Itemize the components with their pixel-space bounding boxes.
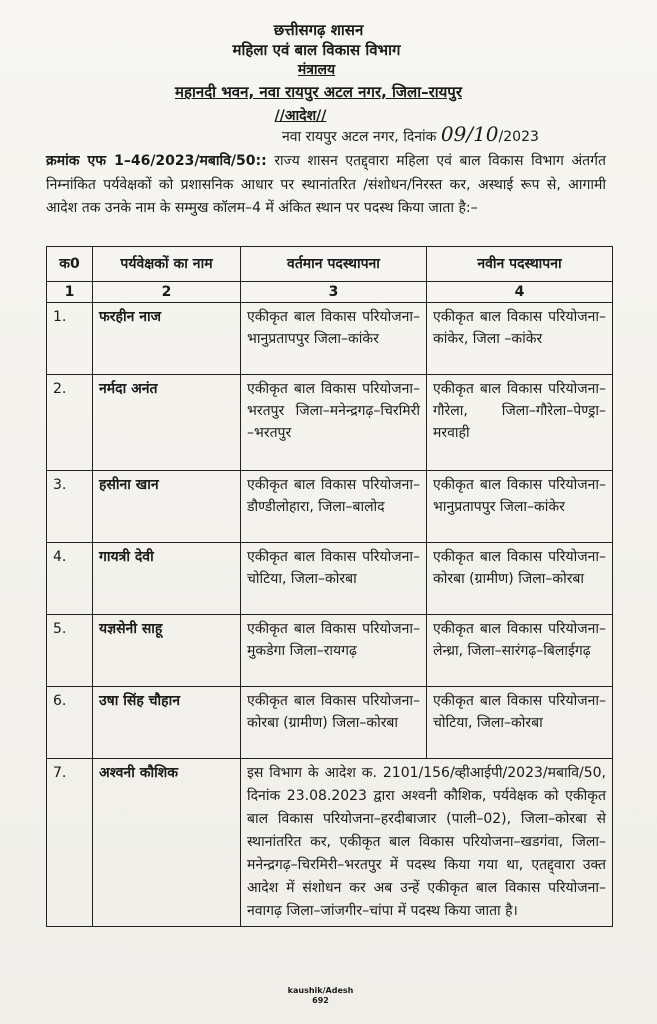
footer-page-number: 692	[312, 996, 329, 1005]
govt-name: छत्तीसगढ़ शासन	[273, 21, 364, 39]
order-paragraph	[46, 150, 606, 221]
new-posting: एकीकृत बाल विकास परियोजना–कांकेर, जिला –कांकेर	[427, 303, 613, 375]
new-posting: एकीकृत बाल विकास परियोजना–भानुप्रतापपुर जिला–कांकेर	[427, 471, 613, 543]
row-serial: 3.	[47, 471, 93, 543]
row-serial: 5.	[47, 615, 93, 687]
office-address: महानदी भवन, नवा रायपुर अटल नगर, जिला–रायपुर	[175, 83, 462, 101]
date-year: 2023	[503, 129, 539, 145]
footer-reference	[0, 986, 649, 1006]
col-number: 4	[427, 282, 613, 303]
row-serial: 2.	[47, 375, 93, 471]
dateline-place: नवा रायपुर अटल नगर, दिनांक	[282, 129, 437, 145]
supervisor-name: हसीना खान	[93, 471, 241, 543]
table-row	[47, 543, 613, 615]
table-row	[47, 471, 613, 543]
transfer-table	[46, 246, 613, 927]
footer-file-ref: kaushik/Adesh	[287, 986, 354, 995]
order-body: राज्य शासन एतद्द्वारा महिला एवं बाल विकास विभाग अंतर्गत निम्नांकित पर्यवेक्षकों को प्रशासनिक आधार पर स्थानांतरित /संशोधन/निरस्त कर, अस्थाई रूप से, आगामी आदेश तक उनके नाम के सम्मुख कॉलम–4 में अंकित स्थान पर पदस्थ किया जाता है:–	[46, 153, 606, 216]
col-header-name: पर्यवेक्षकों का नाम	[93, 247, 241, 282]
col-number: 1	[47, 282, 93, 303]
table-row	[47, 615, 613, 687]
date-day: 09	[440, 122, 467, 146]
table-row	[47, 303, 613, 375]
col-number: 3	[241, 282, 427, 303]
current-posting: एकीकृत बाल विकास परियोजना–भरतपुर जिला–मनेन्द्रगढ़–चिरमिरी –भरतपुर	[241, 375, 427, 471]
supervisor-name: उषा सिंह चौहान	[93, 687, 241, 759]
new-posting: एकीकृत बाल विकास परियोजना– चोटिया, जिला–कोरबा	[427, 687, 613, 759]
current-posting: एकीकृत बाल विकास परियोजना–चोटिया, जिला–कोरबा	[241, 543, 427, 615]
table-header-row	[47, 247, 613, 282]
supervisor-name: फरहीन नाज	[93, 303, 241, 375]
new-posting: एकीकृत बाल विकास परियोजना–लेन्ध्रा, जिला–सारंगढ़–बिलाईगढ़	[427, 615, 613, 687]
new-posting: एकीकृत बाल विकास परियोजना–गौरेला, जिला–गौरेला–पेण्ड्रा–मरवाही	[427, 375, 613, 471]
table-row	[47, 687, 613, 759]
supervisor-name: नर्मदा अनंत	[93, 375, 241, 471]
order-heading: //आदेश//	[274, 108, 327, 124]
supervisor-name: यज्ञसेनी साहू	[93, 615, 241, 687]
order-dateline: नवा रायपुर अटल नगर, दिनांक 09/10/2023	[282, 122, 539, 146]
current-posting: एकीकृत बाल विकास परियोजना–डौण्डीलोहारा, जिला–बालोद	[241, 471, 427, 543]
amendment-note: इस विभाग के आदेश क. 2101/156/व्हीआईपी/2023/मबावि/50, दिनांक 23.08.2023 द्वारा अश्वनी कौशिक, पर्यवेक्षक को एकीकृत बाल विकास परियोजना–हरदीबाजार (पाली–02), जिला–कोरबा से स्थानांतरित कर, एकीकृत बाल विकास परियोजना–खडगंवा, जिला–मनेन्द्रगढ़–चिरमिरी–भरतपुर में पदस्थ किया गया था, एतद्द्वारा उक्त आदेश में संशोधन कर अब उन्हें एकीकृत बाल विकास परियोजना–नवागढ़ जिला–जांजगीर–चांपा में पदस्थ किया जाता है।	[241, 759, 613, 927]
date-month: 10	[473, 122, 499, 146]
supervisor-name: अश्वनी कौशिक	[93, 759, 241, 927]
col-header-sn: क0	[47, 247, 93, 282]
new-posting: एकीकृत बाल विकास परियोजना– कोरबा (ग्रामीण) जिला–कोरबा	[427, 543, 613, 615]
row-serial: 1.	[47, 303, 93, 375]
column-number-row	[47, 282, 613, 303]
row-serial: 4.	[47, 543, 93, 615]
order-number: क्रमांक एफ 1–46/2023/मबावि/50::	[46, 153, 267, 169]
col-header-current: वर्तमान पदस्थापना	[241, 247, 427, 282]
col-number: 2	[93, 282, 241, 303]
current-posting: एकीकृत बाल विकास परियोजना–भानुप्रतापपुर जिला–कांकेर	[241, 303, 427, 375]
current-posting: एकीकृत बाल विकास परियोजना– मुकडेगा जिला–रायगढ़	[241, 615, 427, 687]
row-serial: 7.	[47, 759, 93, 927]
table-row	[47, 375, 613, 471]
supervisor-name: गायत्री देवी	[93, 543, 241, 615]
department-name: महिला एवं बाल विकास विभाग	[232, 41, 401, 59]
ministry-label: मंत्रालय	[297, 62, 336, 78]
table-row	[47, 759, 613, 927]
col-header-new: नवीन पदस्थापना	[427, 247, 613, 282]
current-posting: एकीकृत बाल विकास परियोजना– कोरबा (ग्रामीण) जिला–कोरबा	[241, 687, 427, 759]
row-serial: 6.	[47, 687, 93, 759]
